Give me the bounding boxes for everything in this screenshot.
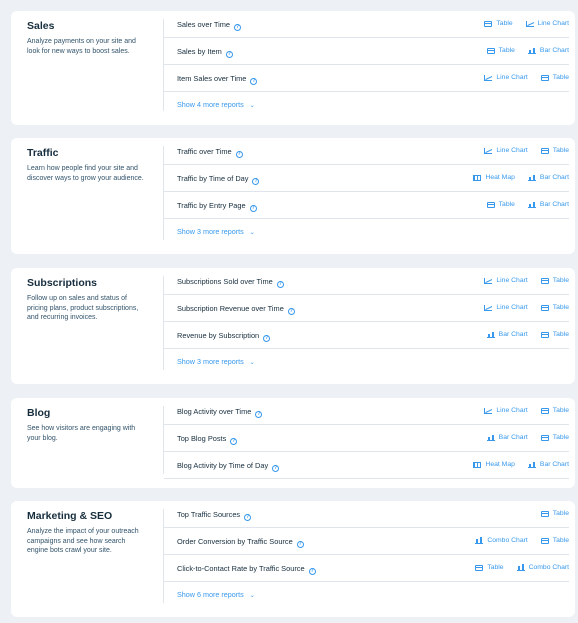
view-options bbox=[484, 304, 569, 311]
view-option-label: Line Chart bbox=[496, 407, 528, 414]
view-option-label: Heat Map bbox=[485, 174, 515, 181]
report-row[interactable] bbox=[164, 501, 569, 528]
report-name: Revenue by Subscription bbox=[177, 331, 260, 340]
section-description: Follow up on sales and status of pricing plans, product subscriptions, and recurring invoices. bbox=[27, 295, 139, 322]
bar-chart-icon bbox=[528, 202, 536, 208]
combo-chart-icon bbox=[475, 538, 483, 544]
report-name-link[interactable] bbox=[177, 537, 304, 548]
view-options bbox=[541, 510, 569, 517]
view-option-link[interactable] bbox=[541, 407, 569, 414]
report-name: Item Sales over Time bbox=[177, 74, 247, 83]
line-chart-icon bbox=[484, 75, 492, 81]
show-more-link[interactable] bbox=[177, 357, 255, 366]
view-option-link[interactable] bbox=[528, 47, 569, 54]
report-list bbox=[164, 138, 569, 243]
show-more-link[interactable] bbox=[177, 100, 255, 109]
view-option-link[interactable] bbox=[541, 74, 569, 81]
info-icon[interactable]: ? bbox=[232, 438, 236, 444]
info-icon[interactable]: ? bbox=[237, 151, 241, 157]
view-options bbox=[484, 407, 569, 414]
section-title: Subscriptions bbox=[27, 277, 98, 289]
view-option-label: Bar Chart bbox=[539, 47, 569, 54]
view-options bbox=[487, 47, 569, 54]
view-option-link[interactable] bbox=[473, 174, 514, 181]
view-option-label: Table bbox=[496, 20, 513, 27]
view-options bbox=[484, 20, 569, 27]
view-options bbox=[484, 74, 569, 81]
report-row[interactable] bbox=[164, 11, 569, 38]
info-icon[interactable]: ? bbox=[227, 51, 231, 57]
report-name-link[interactable] bbox=[177, 201, 257, 212]
info-icon[interactable]: ? bbox=[298, 541, 302, 547]
report-section-card bbox=[11, 11, 575, 125]
view-options bbox=[473, 174, 569, 181]
show-more-label: Show 3 more reports bbox=[177, 357, 244, 366]
view-option-link[interactable] bbox=[487, 434, 528, 441]
section-title: Sales bbox=[27, 20, 55, 32]
report-row[interactable] bbox=[164, 138, 569, 165]
view-option-link[interactable] bbox=[475, 537, 527, 544]
line-chart-icon bbox=[484, 408, 492, 414]
report-name-link[interactable] bbox=[177, 564, 316, 575]
table-icon bbox=[541, 148, 549, 154]
report-name: Traffic by Time of Day bbox=[177, 174, 249, 183]
view-options bbox=[487, 201, 569, 208]
bar-chart-icon bbox=[528, 48, 536, 54]
view-option-label: Line Chart bbox=[496, 147, 528, 154]
section-title: Blog bbox=[27, 407, 51, 419]
view-option-label: Table bbox=[552, 147, 569, 154]
view-option-label: Combo Chart bbox=[487, 537, 528, 544]
combo-chart-icon bbox=[517, 565, 525, 571]
show-more-row bbox=[164, 92, 569, 116]
view-option-link[interactable] bbox=[541, 277, 569, 284]
report-row[interactable] bbox=[164, 555, 569, 582]
report-row[interactable] bbox=[164, 38, 569, 65]
view-options bbox=[473, 461, 569, 468]
view-option-label: Table bbox=[552, 331, 569, 338]
bar-chart-icon bbox=[487, 435, 495, 441]
report-name: Traffic by Entry Page bbox=[177, 201, 246, 210]
view-option-link[interactable] bbox=[487, 47, 515, 54]
report-row[interactable] bbox=[164, 295, 569, 322]
section-description: Learn how people find your site and discover ways to grow your audience. bbox=[27, 165, 144, 182]
table-icon bbox=[475, 565, 483, 571]
show-more-link[interactable] bbox=[177, 227, 255, 236]
report-section-card bbox=[11, 501, 575, 617]
table-icon bbox=[541, 538, 549, 544]
line-chart-icon bbox=[526, 21, 534, 27]
view-option-link[interactable] bbox=[484, 147, 527, 154]
bar-chart-icon bbox=[487, 332, 495, 338]
table-icon bbox=[541, 511, 549, 517]
line-chart-icon bbox=[484, 148, 492, 154]
info-icon[interactable]: ? bbox=[252, 78, 256, 84]
chevron-down-icon: ⌄ bbox=[249, 360, 255, 366]
view-option-link[interactable] bbox=[484, 20, 512, 27]
view-option-label: Table bbox=[552, 510, 569, 517]
view-option-label: Table bbox=[552, 304, 569, 311]
report-section-card bbox=[11, 138, 575, 254]
report-row[interactable] bbox=[164, 528, 569, 555]
view-option-link[interactable] bbox=[541, 331, 569, 338]
report-name-link[interactable] bbox=[177, 74, 257, 85]
report-name: Blog Activity by Time of Day bbox=[177, 461, 269, 470]
bar-chart-icon bbox=[528, 462, 536, 468]
show-more-link[interactable] bbox=[177, 590, 255, 599]
view-option-link[interactable] bbox=[528, 461, 569, 468]
section-title: Marketing & SEO bbox=[27, 510, 113, 522]
info-icon[interactable]: ? bbox=[251, 205, 255, 211]
table-icon bbox=[484, 21, 492, 27]
table-icon bbox=[541, 278, 549, 284]
report-name-link[interactable] bbox=[177, 174, 259, 185]
report-list bbox=[164, 11, 569, 116]
view-option-link[interactable] bbox=[484, 74, 527, 81]
view-options bbox=[484, 277, 569, 284]
report-name-link[interactable] bbox=[177, 510, 251, 521]
info-icon[interactable]: ? bbox=[257, 411, 261, 417]
view-options bbox=[475, 564, 569, 571]
view-options bbox=[487, 331, 569, 338]
view-options bbox=[484, 147, 569, 154]
report-row[interactable] bbox=[164, 192, 569, 219]
report-row[interactable] bbox=[164, 452, 569, 479]
report-name-link[interactable] bbox=[177, 304, 295, 315]
report-list bbox=[164, 268, 569, 373]
section-title: Traffic bbox=[27, 147, 59, 159]
view-option-label: Combo Chart bbox=[528, 564, 569, 571]
view-option-link[interactable] bbox=[528, 174, 569, 181]
report-section-card bbox=[11, 268, 575, 384]
view-option-label: Table bbox=[498, 47, 515, 54]
report-name: Subscription Revenue over Time bbox=[177, 304, 284, 313]
view-option-link[interactable] bbox=[541, 147, 569, 154]
view-option-link[interactable] bbox=[526, 20, 569, 27]
view-option-label: Table bbox=[498, 201, 515, 208]
section-description: See how visitors are engaging with your blog. bbox=[27, 425, 136, 442]
heat-map-icon bbox=[473, 175, 481, 181]
bar-chart-icon bbox=[528, 175, 536, 181]
info-icon[interactable]: ? bbox=[265, 335, 269, 341]
show-more-label: Show 3 more reports bbox=[177, 227, 244, 236]
report-name: Subscriptions Sold over Time bbox=[177, 277, 273, 286]
view-option-link[interactable] bbox=[484, 277, 527, 284]
view-options bbox=[487, 434, 569, 441]
view-option-link[interactable] bbox=[541, 537, 569, 544]
info-icon[interactable]: ? bbox=[274, 465, 278, 471]
view-option-label: Table bbox=[487, 564, 504, 571]
view-option-label: Table bbox=[552, 407, 569, 414]
info-icon[interactable]: ? bbox=[254, 178, 258, 184]
view-option-link[interactable] bbox=[475, 564, 503, 571]
table-icon bbox=[541, 408, 549, 414]
view-option-link[interactable] bbox=[487, 201, 515, 208]
view-option-link[interactable] bbox=[541, 304, 569, 311]
report-name-link[interactable] bbox=[177, 407, 262, 418]
view-option-label: Table bbox=[552, 74, 569, 81]
report-name: Blog Activity over Time bbox=[177, 407, 252, 416]
report-name: Order Conversion by Traffic Source bbox=[177, 537, 293, 546]
view-option-label: Line Chart bbox=[537, 20, 569, 27]
report-name-link[interactable] bbox=[177, 331, 270, 342]
view-option-link[interactable] bbox=[541, 434, 569, 441]
view-option-link[interactable] bbox=[528, 201, 569, 208]
report-name-link[interactable] bbox=[177, 147, 243, 158]
report-row[interactable] bbox=[164, 165, 569, 192]
view-option-link[interactable] bbox=[541, 510, 569, 517]
report-list bbox=[164, 398, 569, 479]
view-option-label: Line Chart bbox=[496, 304, 528, 311]
heat-map-icon bbox=[473, 462, 481, 468]
report-name-link[interactable] bbox=[177, 434, 237, 445]
view-option-label: Line Chart bbox=[496, 277, 528, 284]
info-icon[interactable]: ? bbox=[246, 514, 250, 520]
view-option-label: Heat Map bbox=[485, 461, 515, 468]
report-name: Top Traffic Sources bbox=[177, 510, 241, 519]
show-more-label: Show 6 more reports bbox=[177, 590, 244, 599]
report-name: Click-to-Contact Rate by Traffic Source bbox=[177, 564, 305, 573]
report-section-card bbox=[11, 398, 575, 488]
report-name: Sales by Item bbox=[177, 47, 222, 56]
view-option-label: Table bbox=[552, 434, 569, 441]
view-option-label: Bar Chart bbox=[539, 201, 569, 208]
view-option-link[interactable] bbox=[484, 304, 527, 311]
report-name-link[interactable] bbox=[177, 20, 241, 31]
info-icon[interactable]: ? bbox=[289, 308, 293, 314]
table-icon bbox=[487, 202, 495, 208]
table-icon bbox=[541, 332, 549, 338]
report-name-link[interactable] bbox=[177, 461, 279, 472]
view-option-link[interactable] bbox=[517, 564, 569, 571]
line-chart-icon bbox=[484, 278, 492, 284]
table-icon bbox=[541, 435, 549, 441]
show-more-row bbox=[164, 219, 569, 243]
view-option-link[interactable] bbox=[484, 407, 527, 414]
report-name-link[interactable] bbox=[177, 277, 284, 288]
chevron-down-icon: ⌄ bbox=[249, 103, 255, 109]
line-chart-icon bbox=[484, 305, 492, 311]
report-name-link[interactable] bbox=[177, 47, 233, 58]
show-more-label: Show 4 more reports bbox=[177, 100, 244, 109]
table-icon bbox=[541, 305, 549, 311]
report-row[interactable] bbox=[164, 322, 569, 349]
report-row[interactable] bbox=[164, 65, 569, 92]
view-option-label: Table bbox=[552, 277, 569, 284]
report-row[interactable] bbox=[164, 425, 569, 452]
view-option-label: Bar Chart bbox=[539, 174, 569, 181]
report-name: Sales over Time bbox=[177, 20, 230, 29]
view-option-label: Line Chart bbox=[496, 74, 528, 81]
report-row[interactable] bbox=[164, 398, 569, 425]
show-more-row bbox=[164, 349, 569, 373]
info-icon[interactable]: ? bbox=[278, 281, 282, 287]
table-icon bbox=[487, 48, 495, 54]
report-name: Top Blog Posts bbox=[177, 434, 227, 443]
view-option-label: Bar Chart bbox=[498, 434, 528, 441]
view-option-link[interactable] bbox=[473, 461, 514, 468]
view-option-label: Bar Chart bbox=[539, 461, 569, 468]
report-name: Traffic over Time bbox=[177, 147, 232, 156]
view-option-label: Table bbox=[552, 537, 569, 544]
table-icon bbox=[541, 75, 549, 81]
chevron-down-icon: ⌄ bbox=[249, 230, 255, 236]
show-more-row bbox=[164, 582, 569, 606]
view-option-link[interactable] bbox=[487, 331, 528, 338]
chevron-down-icon: ⌄ bbox=[249, 593, 255, 599]
report-list bbox=[164, 501, 569, 606]
view-option-label: Bar Chart bbox=[498, 331, 528, 338]
report-row[interactable] bbox=[164, 268, 569, 295]
info-icon[interactable]: ? bbox=[310, 568, 314, 574]
section-description: Analyze the impact of your outreach campaigns and see how search engine bots crawl your site. bbox=[27, 528, 139, 555]
section-description: Analyze payments on your site and look for new ways to boost sales. bbox=[27, 38, 136, 55]
info-icon[interactable]: ? bbox=[235, 24, 240, 30]
view-options bbox=[475, 537, 569, 544]
